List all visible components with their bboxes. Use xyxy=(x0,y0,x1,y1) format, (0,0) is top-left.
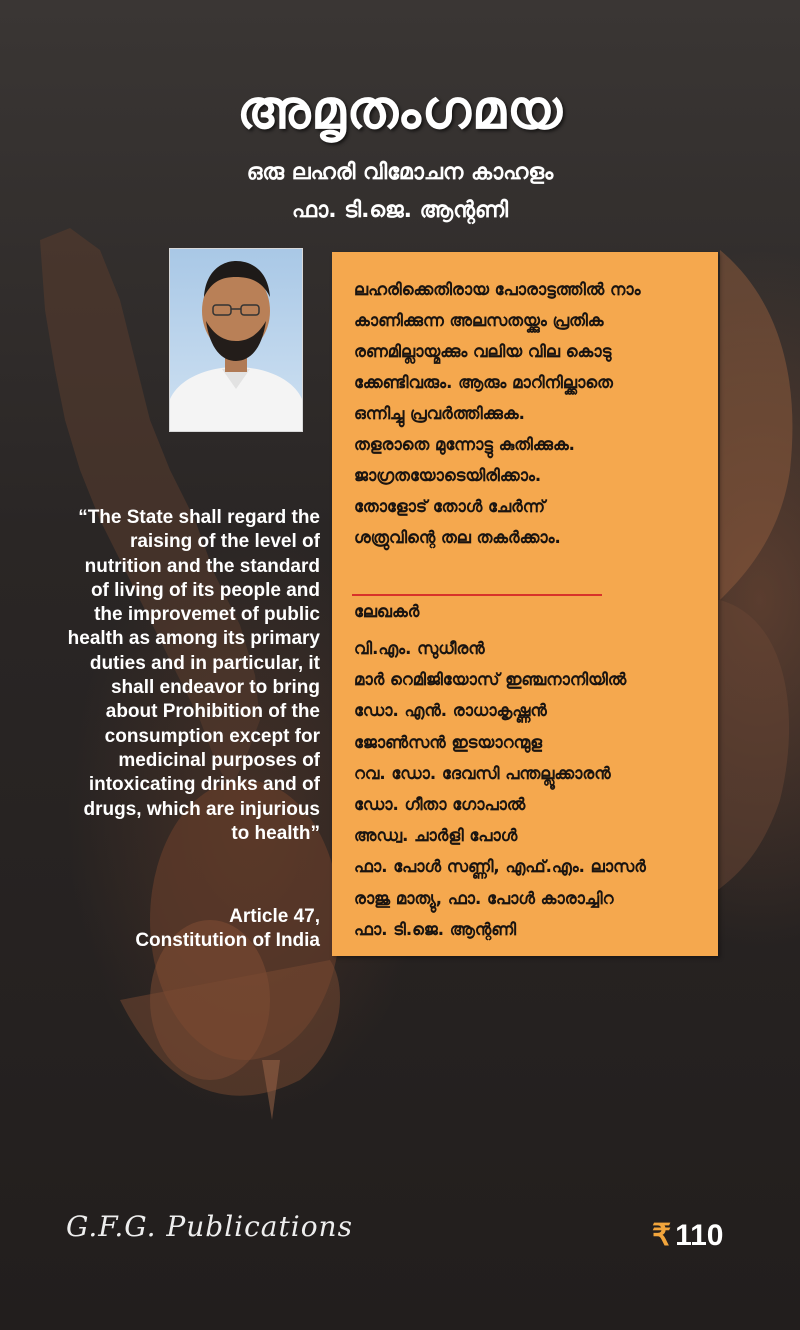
panel-line: രണമില്ലായ്മക്കും വലിയ വില കൊടു xyxy=(354,342,612,361)
quote-line: the improvemet of public xyxy=(94,604,320,626)
book-title: അമൃതംഗമയ xyxy=(236,78,564,141)
contributors-heading: ലേഖകർ xyxy=(354,602,420,621)
panel-line: ക്കേണ്ടിവരും. ആരും മാറിനില്ക്കാതെ xyxy=(354,373,613,392)
panel-line: ജാഗ്രതയോടെയിരിക്കാം. xyxy=(354,466,542,485)
book-author: ഫാ. ടി.ജെ. ആന്റണി xyxy=(291,198,509,223)
quote-source-line: Article 47, xyxy=(229,906,320,927)
panel-message xyxy=(354,274,704,553)
panel-line: തളരാതെ മുന്നോട്ടു കുതിക്കുക. xyxy=(354,435,575,454)
contributor-name: ഡോ. ഗീതാ ഗോപാൽ xyxy=(354,795,526,815)
contributor-name: ജോൺസൻ ഇടയാറന്മുള xyxy=(354,732,543,752)
quote-line: intoxicating drinks and of xyxy=(88,774,320,796)
contributor-name: ഫാ. പോൾ സണ്ണി, എഫ്.എം. ലാസർ xyxy=(354,857,646,877)
contributor-name: റവ. ഡോ. ദേവസി പന്തല്ലൂക്കാരൻ xyxy=(354,763,611,783)
decorative-swirl xyxy=(718,600,789,890)
panel-line: ലഹരിക്കെതിരായ പോരാട്ടത്തിൽ നാം xyxy=(354,280,641,299)
book-subtitle: ഒരു ലഹരി വിമോചന കാഹളം xyxy=(246,160,554,185)
decorative-swirl xyxy=(720,250,792,600)
quote-line: consumption except for xyxy=(104,725,320,747)
quote-line: “The State shall regard the xyxy=(78,507,320,528)
quote-line: medicinal purposes of xyxy=(118,749,320,771)
quote-line: of living of its people and xyxy=(90,579,320,601)
contributor-name: ഡോ. എൻ. രാധാകൃഷ്ണൻ xyxy=(354,701,547,721)
price-tag xyxy=(652,1218,724,1253)
contributor-name: വി.എം. സുധീരൻ xyxy=(354,639,485,658)
quote-source xyxy=(30,905,320,953)
panel-line: തോളോട് തോൾ ചേർന്ന് xyxy=(354,497,545,516)
quote-line: health as among its primary xyxy=(67,628,320,650)
quote-line: about Prohibition of the xyxy=(105,701,320,723)
contributor-name: ഫാ. ടി.ജെ. ആന്റണി xyxy=(354,919,517,939)
panel-line: ശത്രുവിന്റെ തല തകർക്കാം. xyxy=(354,528,561,547)
message-panel xyxy=(332,252,718,956)
panel-line: കാണിക്കുന്ന അലസതയ്ക്കും പ്രതിക xyxy=(354,311,604,330)
price-value: 110 xyxy=(675,1219,724,1252)
section-divider xyxy=(352,594,602,596)
quote-line: nutrition and the standard xyxy=(84,555,320,577)
panel-line: ഒന്നിച്ചു പ്രവർത്തിക്കുക. xyxy=(354,404,525,423)
constitution-quote xyxy=(30,506,320,846)
publisher-name: G.F.G. Publications xyxy=(66,1210,353,1243)
quote-line: to health” xyxy=(231,822,320,844)
contributor-name: രാജു മാത്യു, ഫാ. പോൾ കാരാച്ചിറ xyxy=(354,888,614,908)
rupee-icon: ₹ xyxy=(652,1219,672,1252)
contributor-name: അഡ്വ. ചാർളി പോൾ xyxy=(354,826,518,846)
quote-line: drugs, which are injurious xyxy=(83,798,320,820)
author-photo xyxy=(169,248,303,432)
quote-line: shall endeavor to bring xyxy=(110,677,320,699)
contributor-name: മാർ റെമിജിയോസ് ഇഞ്ചനാനിയിൽ xyxy=(354,670,627,690)
quote-line: duties and in particular, it xyxy=(89,652,320,674)
contributors-list xyxy=(354,633,704,945)
quote-source-line: Constitution of India xyxy=(135,930,320,951)
quote-line: raising of the level of xyxy=(129,531,320,553)
